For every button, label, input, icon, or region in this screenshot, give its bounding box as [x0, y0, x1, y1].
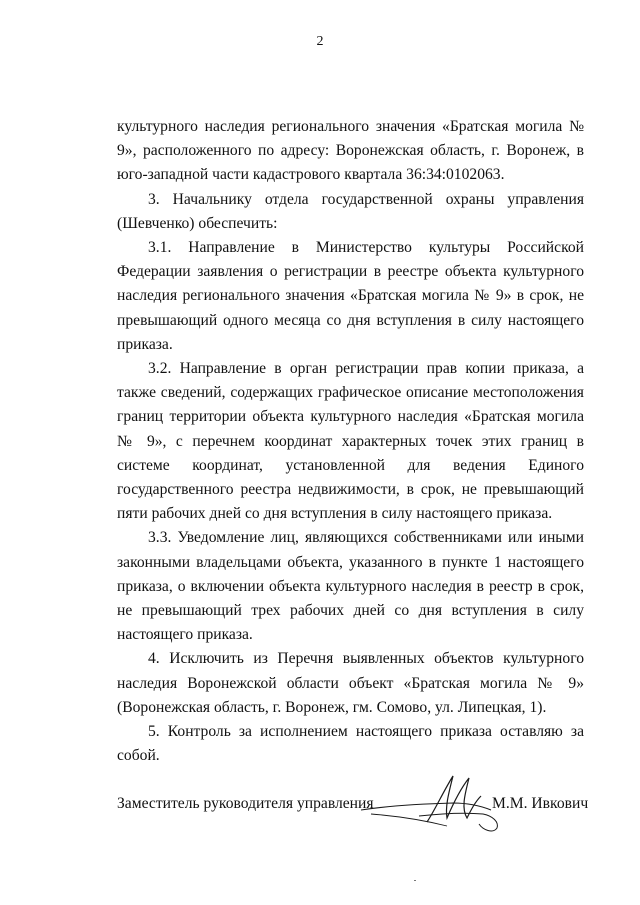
handwritten-signature — [357, 770, 507, 848]
signatory-name: М.М. Ивкович — [492, 795, 589, 812]
paragraph-item-5: 5. Контроль за исполнением настоящего приказа оставляю за собой. — [117, 723, 584, 765]
paragraph-item-3: 3. Начальнику отдела государственной охраны управления (Шевченко) обеспечить: — [117, 190, 584, 232]
paragraph-item-3-3: 3.3. Уведомление лиц, являющихся собственниками или иными законными владельцами объекта, указанного в пункте 1 настоящего приказа, о включении объекта культурного наследия в реестр в срок, не превышающий трех рабочих дней со дня вступления в силу настоящего приказа. — [117, 529, 584, 644]
paragraph-item-3-1: 3.1. Направление в Министерство культуры Российской Федерации заявления о регистрации в реестре объекта культурного наследия регионального значения «Братская могила № 9» в срок, не превышающий одного месяца со дня вступления в силу настоящего приказа. — [117, 239, 584, 353]
paragraph-item-4: 4. Исключить из Перечня выявленных объектов культурного наследия Воронежской области объект «Братская могила № 9» (Воронежская область, г. Воронеж, гм. Сомово, ул. Липецкая, 1). — [117, 650, 584, 716]
page-number: 2 — [316, 34, 324, 49]
signatory-position: Заместитель руководителя управления — [117, 795, 374, 812]
scan-speck — [414, 880, 416, 881]
document-body — [117, 115, 584, 768]
signature-block — [117, 770, 589, 850]
paragraph-item-3-2: 3.2. Направление в орган регистрации прав копии приказа, а также сведений, содержащих графическое описание местоположения границ территории объекта культурного наследия «Братская могила № 9», с перечнем координат характерных точек этих границ в системе координат, установленной для ведения Единого государственного реестра недвижимости, в срок, не превышающий пяти рабочих дней со дня вступления в силу настоящего приказа. — [117, 360, 584, 523]
paragraph-continuation: культурного наследия регионального значения «Братская могила № 9», расположенного по адресу: Воронежская область, г. Воронеж, в юго-западной части кадастрового квартала 36:34:0102063. — [117, 118, 584, 184]
